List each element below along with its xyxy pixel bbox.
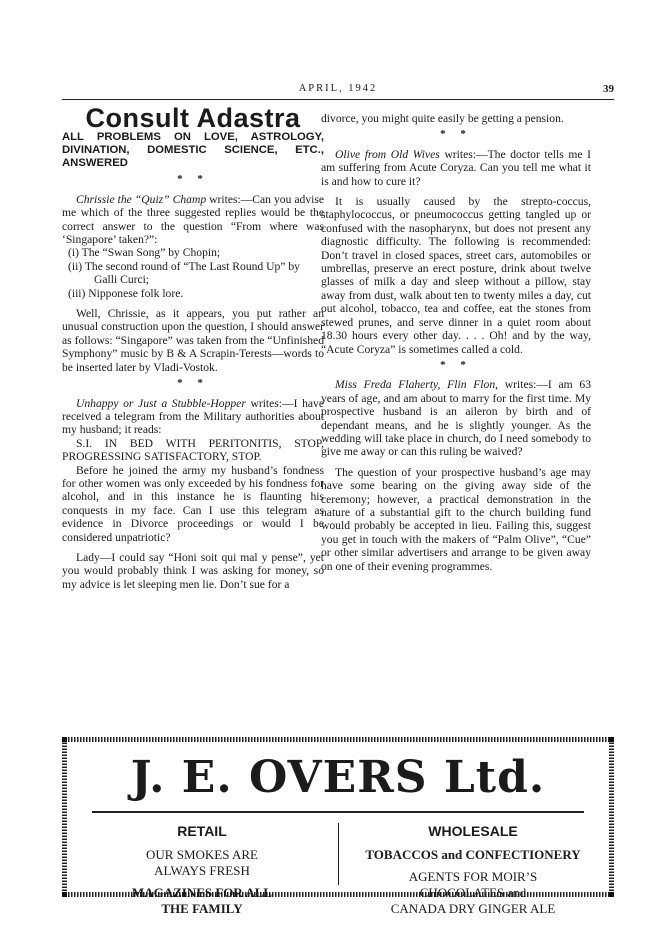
question-3: Olive from Old Wives writes:—The doctor tells me I am suffering from Acute Coryza. Can you tell me what it is and how to cure it? bbox=[321, 147, 591, 188]
right-column bbox=[321, 112, 591, 573]
ad-column-divider bbox=[338, 823, 339, 885]
ad-corner bbox=[609, 737, 614, 742]
section-separator: * * bbox=[440, 128, 472, 141]
header-rule bbox=[62, 99, 614, 100]
ad-rule bbox=[92, 811, 584, 813]
retail-heading: RETAIL bbox=[177, 823, 227, 839]
column-subtitle: ALL PROBLEMS ON LOVE, ASTROLOGY, DIVINATION, DOMESTIC SCIENCE, ETC., ANSWERED bbox=[62, 131, 324, 170]
question-1-name: Chrissie the “Quiz” Champ bbox=[76, 192, 207, 206]
ad-corner bbox=[62, 892, 67, 897]
option-2: (ii) The second round of “The Last Round Up” by Galli Curci; bbox=[68, 259, 300, 287]
question-2: Unhappy or Just a Stubble-Hopper writes:—I have received a telegram from the Military authorities about my husband; it reads: bbox=[62, 396, 324, 437]
question-1: Chrissie the “Quiz” Champ writes:—Can you advise me which of the three suggested replies would be the correct answer to the question “From where was ‘Singapore’ taken?”: bbox=[62, 192, 324, 247]
answer-3: It is usually caused by the strepto-coccus, staphylococcus, or pneumococcus getting tangled up or confused with the nasopharynx, but does not present any diagnostic difficulty. The following is recommended: Don’t travel in closed spaces, street cars, automobiles or umbrellas, preserve an erect posture, drink about twelve glasses of milk a day and sleep without a pillow, stay away from dust, walk about ten to twenty miles a day, cut out alcohol, tobacco, tea and coffee, eat the stones from stewed prunes, and serve dinner in a quiet room about 18.30 hours every other day. . . . Oh! and by the way, “Acute Coryza” is sometimes called a cold. bbox=[321, 195, 591, 356]
section-separator: * * bbox=[177, 377, 209, 390]
issue-date: APRIL, 1942 bbox=[298, 83, 378, 94]
question-4-name: Miss Freda Flaherty, Flin Flon, bbox=[335, 378, 499, 392]
retail-section bbox=[82, 823, 322, 917]
answer-2-continued: divorce, you might quite easily be getting a pension. bbox=[321, 112, 564, 125]
page-header bbox=[62, 83, 614, 99]
wholesale-line: CHOCOLATES and bbox=[419, 885, 527, 900]
question-1-options bbox=[62, 246, 324, 300]
option-1: (i) The “Swan Song” by Chopin; bbox=[68, 246, 221, 260]
answer-1: Well, Chrissie, as it appears, you put rather an unusual construction upon the question, I should answer as follows: “Singapore” was taken from the “Unfinished Symphony” music by B & A Scrapin-Terests—words to be inserted later by Vladi-Vostok. bbox=[62, 307, 324, 374]
question-2-continued: Before he joined the army my husband’s fondness for other women was only exceeded by his fondness for alcohol, and in this instance he is flaunting his conquests in my face. Can I use this telegram as evidence in Divorce proceedings or would I be considered unpatriotic? bbox=[62, 463, 324, 544]
ad-corner bbox=[62, 737, 67, 742]
section-separator: * * bbox=[440, 358, 472, 371]
ad-border-top bbox=[62, 737, 614, 742]
ad-corner bbox=[609, 892, 614, 897]
telegram-text: S.I. IN BED WITH PERITONITIS, STOP, PROGRESSING SATISFACTORY, STOP. bbox=[62, 436, 324, 464]
left-column bbox=[62, 103, 324, 591]
wholesale-heading: WHOLESALE bbox=[428, 823, 518, 839]
answer-4: The question of your prospective husband’s age may have some bearing on the giving away side of the ceremony; however, a practical demonstration in the nature of a substantial gift to the church building fund would probably be accepted in lieu. Failing this, suggest you get in touch with the makers of “Palm Olive”, “Cue” or other similar advertisers and arrange to be given away on one of their evening programmes. bbox=[321, 465, 591, 573]
option-3: (iii) Nipponese folk lore. bbox=[68, 286, 184, 300]
wholesale-line: CANADA DRY GINGER ALE bbox=[390, 901, 556, 916]
retail-line: OUR SMOKES ARE bbox=[146, 847, 258, 862]
section-separator: * * bbox=[177, 173, 209, 186]
question-2-name: Unhappy or Just a Stubble-Hopper bbox=[76, 396, 246, 410]
advertisement-box bbox=[62, 737, 614, 916]
column-title: Consult Adastra bbox=[85, 103, 301, 133]
question-3-name: Olive from Old Wives bbox=[335, 147, 440, 161]
wholesale-line: AGENTS FOR MOIR’S bbox=[408, 869, 538, 884]
wholesale-section bbox=[348, 823, 598, 917]
answer-2: Lady—I could say “Honi soit qui mal y pense”, yet you would probably think I was asking for money, so my advice is let sleeping men lie. Don’t sue for a bbox=[62, 550, 324, 591]
retail-line: THE FAMILY bbox=[161, 901, 243, 916]
question-4: Miss Freda Flaherty, Flin Flon, writes:—I am 63 years of age, and am about to marry for the first time. My prospective husband is an aileron by birth and of dependant means, and he is slightly younger. As the wedding will take place in church, do I need somebody to give me away or can this ruling be waived? bbox=[321, 378, 591, 459]
page-number: 39 bbox=[603, 83, 614, 95]
wholesale-line: TOBACCOS and CONFECTIONERY bbox=[365, 847, 581, 862]
advertiser-name: J. E. OVERS Ltd. bbox=[130, 752, 546, 803]
retail-line: ALWAYS FRESH bbox=[154, 863, 250, 878]
retail-line: MAGAZINES FOR ALL bbox=[131, 885, 273, 900]
